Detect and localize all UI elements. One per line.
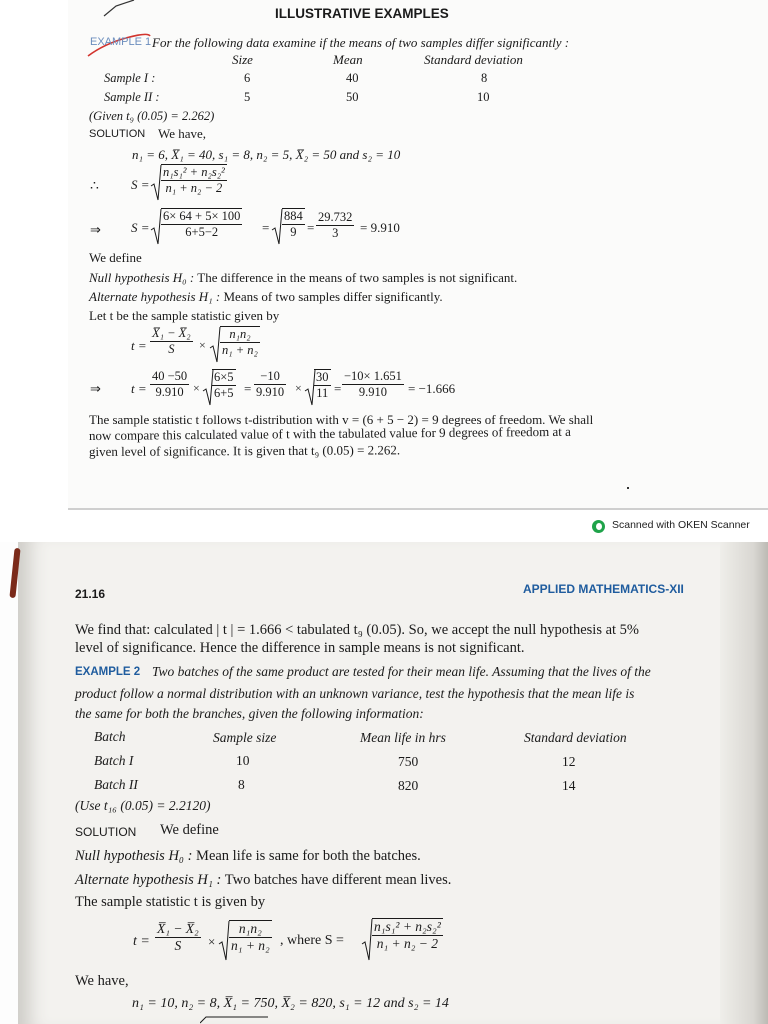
fraction-denominator: 3 [332, 226, 339, 240]
table-row-label: Sample I : [104, 71, 156, 85]
equals-sign: = [307, 220, 315, 235]
s-calc-lhs: S = [131, 220, 150, 235]
null-hypothesis-text: Mean life is same for both the batches. [196, 848, 421, 864]
t-formula-fraction [155, 921, 201, 954]
s-formula-fraction [161, 164, 227, 196]
fraction [314, 369, 331, 401]
page-curl-shadow [720, 542, 768, 1024]
fraction [254, 369, 286, 400]
table-header-sample-size: Sample size [213, 730, 277, 745]
fraction [155, 921, 201, 954]
fraction [150, 326, 193, 357]
table-cell-sd: 8 [481, 71, 488, 85]
alt-hypothesis-label: Alternate hypothesis H₁ : [89, 289, 221, 304]
fraction [372, 918, 443, 952]
table-header-batch: Batch [94, 729, 126, 744]
fraction [150, 369, 189, 400]
fraction [161, 208, 242, 240]
table-header-mean: Mean [333, 52, 363, 67]
fraction-numerator: 29.732 [318, 210, 353, 224]
fraction-denominator: 6+5−2 [185, 225, 219, 239]
alt-hypothesis-line [75, 872, 451, 889]
fraction-denominator: S [174, 938, 182, 953]
let-t-text: Let t be the sample statistic given by [89, 308, 280, 323]
fraction [220, 326, 260, 358]
table-cell-size: 8 [238, 777, 245, 792]
s-calc-fraction-3 [316, 210, 354, 241]
fraction-denominator: n₁ + n₂ [231, 938, 270, 953]
fraction-denominator: n₁ + n₂ [222, 343, 258, 357]
table-cell-size: 6 [244, 71, 251, 85]
table-row-label: Batch I [94, 753, 134, 768]
fraction-denominator: 9.910 [256, 385, 285, 399]
t-calc-lhs: t = [131, 381, 147, 396]
solution-label: SOLUTION [89, 128, 146, 140]
table-cell-mean: 820 [398, 778, 419, 793]
therefore-symbol: ∴ [90, 179, 99, 194]
null-hypothesis-label: Null hypothesis H₀ : [75, 848, 193, 864]
s-calc-fraction-2 [282, 208, 305, 240]
alt-hypothesis-line [89, 289, 443, 305]
page-margin [0, 542, 20, 1024]
we-have-text: We have, [158, 126, 207, 141]
running-head: APPLIED MATHEMATICS-XII [523, 582, 684, 596]
fraction [229, 920, 272, 954]
example-2-text: Two batches of the same product are tested for their mean life. Assuming that the lives of the [152, 664, 651, 679]
example-1-text: For the following data examine if the means of two samples differ significantly : [152, 35, 570, 50]
equals-sign: = [244, 381, 252, 396]
s-calc-result: = 9.910 [360, 220, 400, 235]
implies-symbol: ⇒ [90, 381, 101, 396]
fraction-denominator: 9.910 [358, 385, 387, 399]
implies-symbol: ⇒ [90, 222, 101, 237]
table-row-label: Batch II [94, 777, 138, 792]
paragraph-line: given level of significance. It is given that t₉ (0.05) = 2.262. [88, 442, 401, 459]
paragraph-line: We find that: calculated | t | = 1.666 < tabulated t₉ (0.05). So, we accept the null hypothesis at 5% [75, 622, 640, 638]
fraction-numerator: X̅₁ − X̅₂ [157, 921, 199, 936]
alt-hypothesis-text: Two batches have different mean lives. [224, 872, 452, 888]
fraction-numerator: 884 [284, 209, 303, 223]
null-hypothesis-text: The difference in the means of two samples is not significant. [197, 270, 518, 285]
t-formula-fraction [150, 326, 193, 357]
statistic-text: The sample statistic t is given by [75, 894, 266, 910]
fraction-denominator: 6+5 [214, 386, 234, 400]
paragraph-line: The sample statistic t follows t-distribution with v = (6 + 5 − 2) = 9 degrees of freedom. We shall [89, 412, 594, 427]
null-hypothesis-line [89, 270, 517, 286]
times-sign: × [199, 338, 206, 352]
t-calc-result: = −1.666 [408, 381, 456, 396]
table-cell-mean: 750 [398, 754, 419, 769]
table-cell-sd: 14 [562, 778, 576, 793]
t-formula-lhs: t = [131, 338, 147, 353]
alt-hypothesis-text: Means of two samples differ significantly. [223, 289, 443, 304]
t-calc-radical-1 [212, 369, 236, 401]
null-hypothesis-line [75, 848, 421, 865]
given-value: (Given t₉ (0.05) = 2.262) [89, 109, 215, 123]
null-hypothesis-label: Null hypothesis H₀ : [89, 270, 195, 285]
times-sign: × [193, 381, 200, 395]
equals-sign: = [262, 220, 270, 235]
paragraph-line: now compare this calculated value of t with the tabulated value for 9 degrees of freedom at a [88, 423, 571, 443]
table-cell-sd: 12 [562, 754, 576, 769]
we-have-text: We have, [75, 973, 129, 989]
fraction [161, 164, 227, 196]
alt-hypothesis-label: Alternate hypothesis H₁ : [75, 872, 222, 888]
where-s-text: , where S = [280, 933, 344, 948]
t-radical-fraction [229, 920, 272, 954]
scanner-watermark-text: Scanned with OKEN Scanner [612, 519, 750, 531]
table-cell-size: 5 [244, 90, 251, 104]
table-cell-mean: 50 [346, 90, 359, 104]
table-header-sd: Standard deviation [524, 730, 627, 745]
fraction-numerator: 6× 64 + 5× 100 [163, 209, 241, 223]
example-2-text: the same for both the branches, given the following information: [75, 706, 424, 721]
example-1-label: EXAMPLE 1 [90, 36, 152, 48]
t-calc-fraction-2 [254, 369, 286, 400]
paragraph-line: level of significance. Hence the difference in sample means is not significant. [75, 640, 525, 656]
pen-tick-mark [100, 0, 140, 18]
t-calc-fraction-3 [342, 369, 404, 400]
fraction-numerator: X̅₁ − X̅₂ [152, 326, 191, 340]
section-heading: ILLUSTRATIVE EXAMPLES [275, 6, 449, 21]
given-values-equation: n₁ = 6, X̅₁ = 40, s₁ = 8, n₂ = 5, X̅₂ = 50 and s₂ = 10 [132, 147, 401, 162]
oken-logo-icon [592, 520, 605, 533]
fraction-numerator: 40 −50 [152, 369, 188, 383]
fraction-denominator: 9 [290, 225, 297, 239]
times-sign: × [208, 934, 216, 949]
table-header-mean-life: Mean life in hrs [360, 730, 446, 745]
table-cell-size: 10 [236, 753, 250, 768]
speck-dot [627, 487, 629, 489]
fraction-numerator: n₁s₁² + n₂s₂² [374, 919, 441, 934]
fraction-numerator: −10 [254, 369, 286, 385]
fraction-denominator: n₁ + n₂ − 2 [376, 936, 439, 951]
example-2-label: EXAMPLE 2 [75, 666, 141, 678]
table-header-sd: Standard deviation [424, 52, 523, 67]
t-calc-radical-2 [314, 369, 331, 401]
page-number: 21.16 [75, 587, 106, 601]
we-define-text: We define [160, 822, 219, 838]
use-value: (Use t₁₆ (0.05) = 2.2120) [75, 798, 211, 813]
fraction-numerator: n₁n₂ [229, 921, 272, 938]
table-row-label: Sample II : [104, 90, 160, 104]
fraction-numerator: −10× 1.651 [344, 369, 402, 383]
fraction [316, 210, 354, 241]
equals-sign: = [334, 381, 342, 396]
t-formula-lhs: t = [133, 934, 150, 949]
fraction-numerator: n₁s₁² + n₂s₂² [163, 165, 225, 179]
t-radical-fraction [220, 326, 260, 358]
fraction-denominator: 11 [316, 386, 329, 400]
fraction-denominator: 9.910 [155, 385, 184, 399]
cutoff-radical [200, 1016, 270, 1024]
table-cell-mean: 40 [346, 71, 359, 85]
solution-label: SOLUTION [75, 825, 137, 839]
we-define-text: We define [89, 250, 142, 265]
fraction-numerator: 30 [316, 370, 329, 384]
page-edge [68, 508, 768, 510]
table-cell-sd: 10 [477, 90, 490, 104]
fraction [212, 369, 236, 401]
t-calc-fraction-1 [150, 369, 189, 400]
s-formula-fraction [372, 918, 443, 952]
table-header-size: Size [232, 52, 253, 67]
times-sign: × [295, 381, 302, 395]
fraction [342, 369, 404, 400]
fraction-numerator: 6×5 [214, 370, 234, 384]
given-values-equation: n₁ = 10, n₂ = 8, X̅₁ = 750, X̅₂ = 820, s₁ = 12 and s₂ = 14 [132, 996, 449, 1011]
fraction-numerator: n₁n₂ [220, 327, 260, 343]
fraction-denominator: n₁ + n₂ − 2 [165, 181, 223, 195]
example-2-text: product follow a normal distribution with an unknown variance, test the hypothesis that the mean life is [75, 686, 635, 701]
fraction [282, 208, 305, 240]
s-formula-lhs: S = [131, 177, 150, 192]
s-calc-fraction [161, 208, 242, 240]
fraction-denominator: S [168, 342, 175, 356]
